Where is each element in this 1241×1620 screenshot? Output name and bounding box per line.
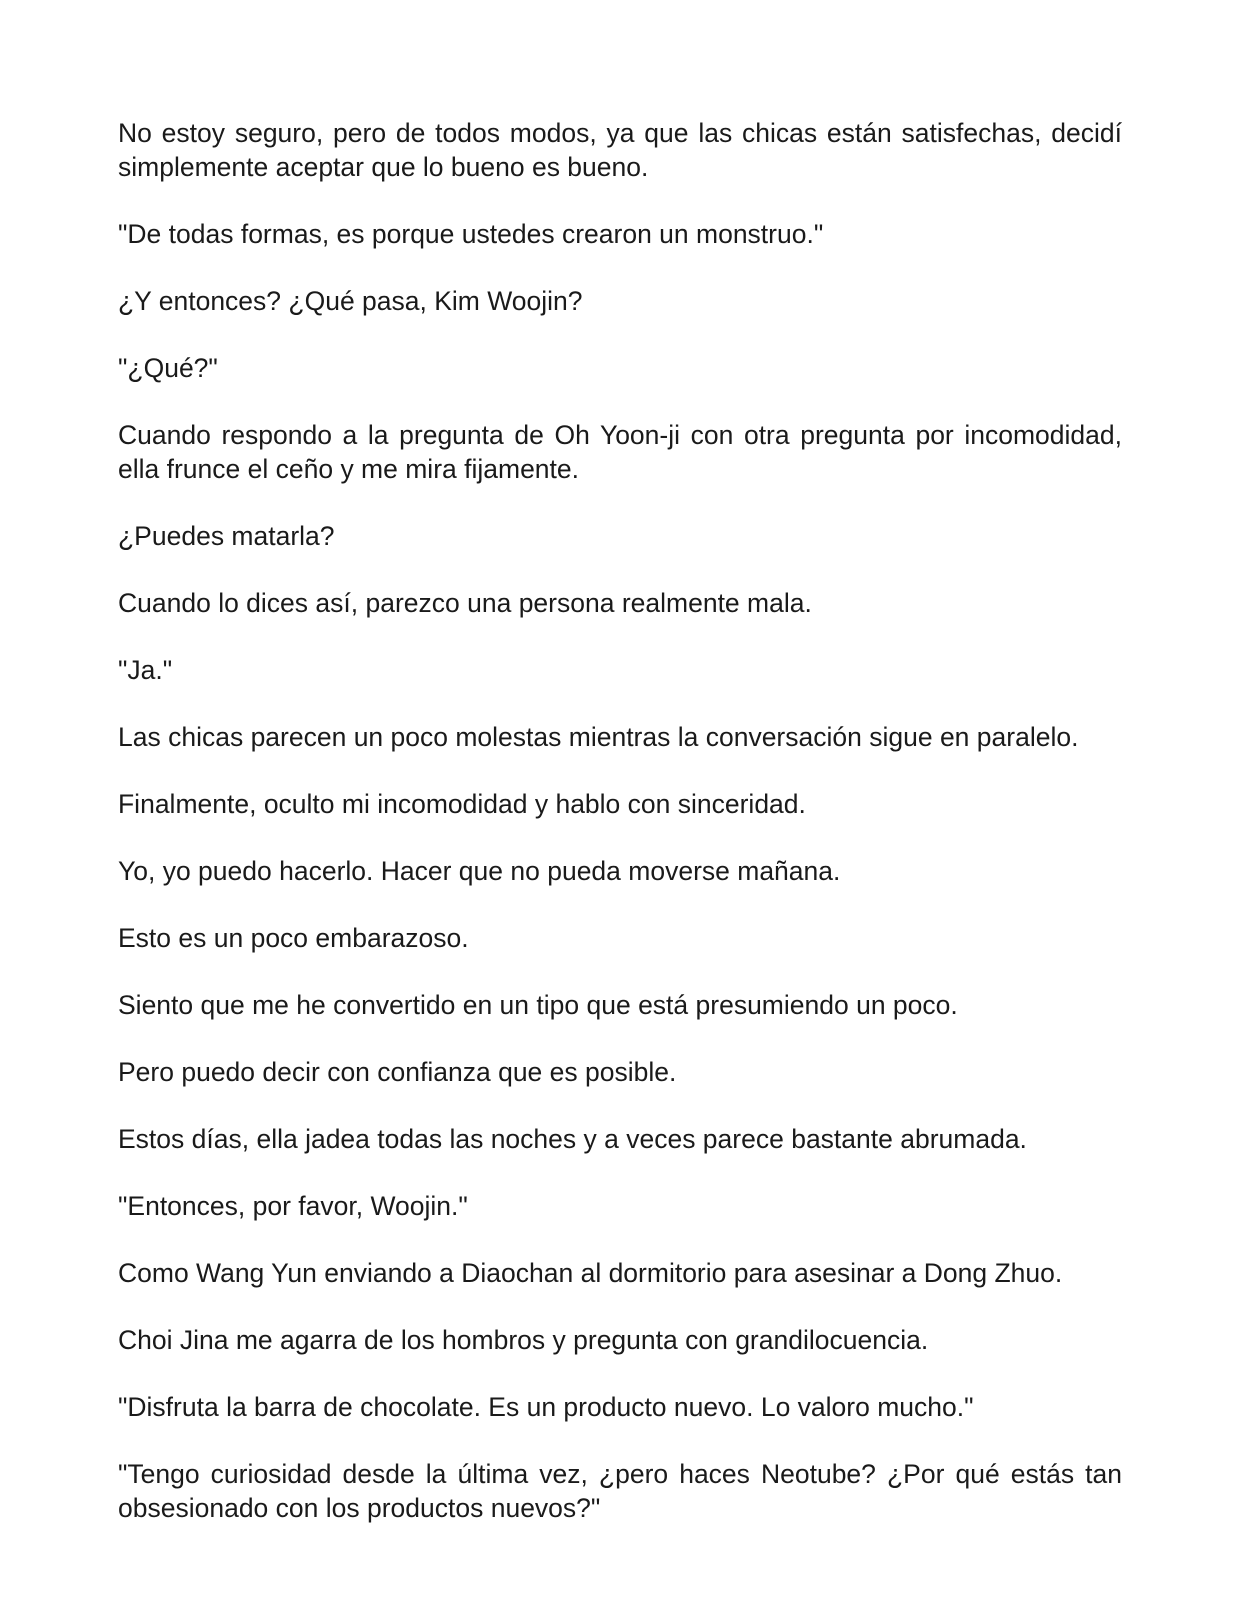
- paragraph: "De todas formas, es porque ustedes crearon un monstruo.": [118, 219, 824, 249]
- paragraph: ¿Puedes matarla?: [118, 521, 335, 551]
- paragraph: Yo, yo puedo hacerlo. Hacer que no pueda moverse mañana.: [118, 856, 841, 886]
- paragraph: Siento que me he convertido en un tipo que está presumiendo un poco.: [118, 990, 958, 1020]
- paragraph: Choi Jina me agarra de los hombros y pregunta con grandilocuencia.: [118, 1325, 929, 1355]
- paragraph: "Tengo curiosidad desde la última vez, ¿pero haces Neotube? ¿Por qué estás tan obsesionado con los productos nuevos?": [118, 1459, 1122, 1523]
- paragraph: Finalmente, oculto mi incomodidad y hablo con sinceridad.: [118, 789, 806, 819]
- paragraph: "Entonces, por favor, Woojin.": [118, 1191, 468, 1221]
- document-body: [118, 116, 1122, 1558]
- paragraph: "Ja.": [118, 655, 173, 685]
- paragraph: Estos días, ella jadea todas las noches y a veces parece bastante abrumada.: [118, 1124, 1027, 1154]
- paragraph: Cuando respondo a la pregunta de Oh Yoon-ji con otra pregunta por incomodidad, ella frunce el ceño y me mira fijamente.: [118, 420, 1122, 484]
- paragraph: ¿Y entonces? ¿Qué pasa, Kim Woojin?: [118, 286, 583, 316]
- paragraph: Las chicas parecen un poco molestas mientras la conversación sigue en paralelo.: [118, 722, 1079, 752]
- paragraph: "Disfruta la barra de chocolate. Es un producto nuevo. Lo valoro mucho.": [118, 1392, 974, 1422]
- paragraph: "¿Qué?": [118, 353, 218, 383]
- paragraph: Cuando lo dices así, parezco una persona realmente mala.: [118, 588, 812, 618]
- paragraph: Esto es un poco embarazoso.: [118, 923, 469, 953]
- paragraph: No estoy seguro, pero de todos modos, ya que las chicas están satisfechas, decidí simplemente aceptar que lo bueno es bueno.: [118, 118, 1122, 182]
- paragraph: Como Wang Yun enviando a Diaochan al dormitorio para asesinar a Dong Zhuo.: [118, 1258, 1063, 1288]
- paragraph: Pero puedo decir con confianza que es posible.: [118, 1057, 677, 1087]
